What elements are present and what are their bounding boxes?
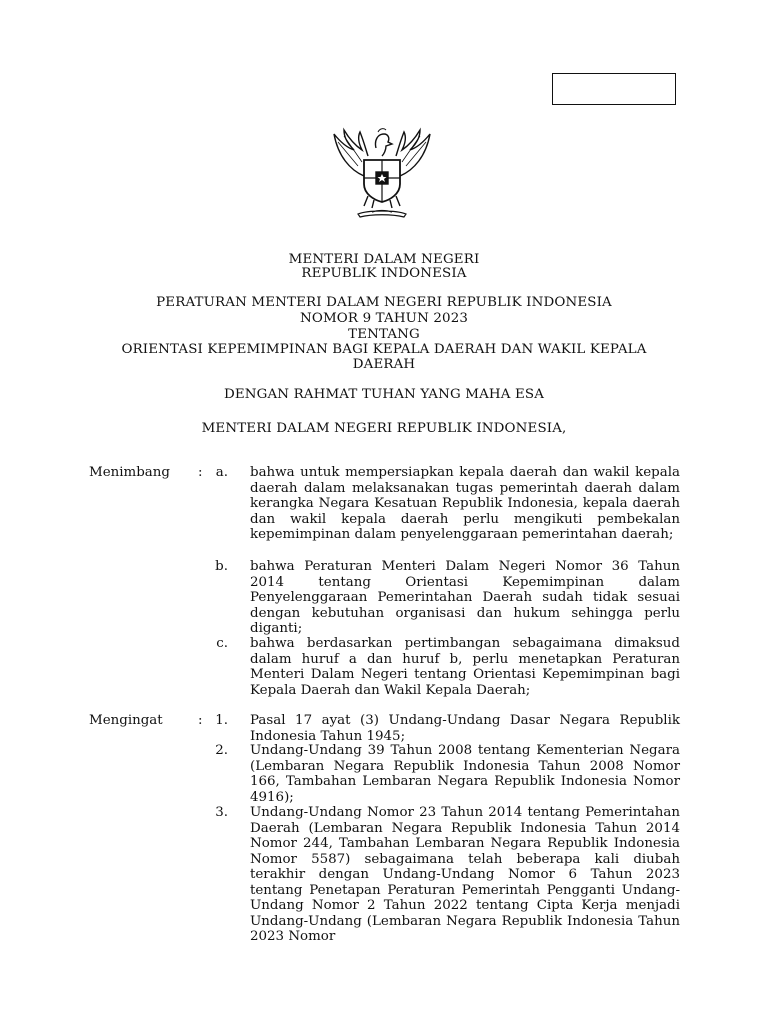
menimbang-item-b: bahwa Peraturan Menteri Dalam Negeri Nomor 36 Tahun 2014 tentang Orientasi Kepemimpinan dalam Penyelenggaraan Pemerintahan Daerah sudah tidak sesuai dengan kebutuhan organisasi dan hukum sehingga perlu diganti;: [250, 559, 680, 636]
subject-line-2: DAERAH: [352, 357, 416, 372]
blessing-heading: DENGAN RAHMAT TUHAN YANG MAHA ESA: [223, 387, 545, 402]
garuda-emblem-icon: [328, 126, 436, 218]
mengingat-colon: :: [198, 713, 203, 728]
mengingat-marker-2: 2.: [215, 743, 228, 758]
mengingat-marker-1: 1.: [215, 713, 228, 728]
menimbang-marker-b: b.: [215, 559, 228, 574]
menimbang-marker-a: a.: [215, 465, 228, 480]
issuer-heading: MENTERI DALAM NEGERI REPUBLIK INDONESIA,: [201, 421, 567, 436]
mengingat-item-3: Undang-Undang Nomor 23 Tahun 2014 tentang Pemerintahan Daerah (Lembaran Negara Republik Indonesia Tahun 2014 Nomor 244, Tambahan Lembaran Negara Republik Indonesia Nomor 5587) sebagaimana telah beberapa kali diubah terakhir dengan Undang-Undang Nomor 6 Tahun 2023 tentang Penetapan Peraturan Pemerintah Pengganti Undang-Undang Nomor 2 Tahun 2022 tentang Cipta Kerja menjadi Undang-Undang (Lembaran Negara Republik Indonesia Tahun 2023 Nomor: [250, 805, 680, 944]
mengingat-label: Mengingat: [89, 713, 163, 728]
mengingat-item-2: Undang-Undang 39 Tahun 2008 tentang Kementerian Negara (Lembaran Negara Republik Indonesia Tahun 2008 Nomor 166, Tambahan Lembaran Negara Republik Indonesia Nomor 4916);: [250, 743, 680, 805]
subject-line-1: ORIENTASI KEPEMIMPINAN BAGI KEPALA DAERAH DAN WAKIL KEPALA: [121, 342, 647, 357]
regulation-number: NOMOR 9 TAHUN 2023: [299, 311, 469, 326]
minister-heading: MENTERI DALAM NEGERI: [288, 252, 480, 267]
about-heading: TENTANG: [348, 327, 420, 342]
republic-heading: REPUBLIK INDONESIA: [301, 266, 467, 281]
menimbang-item-c: bahwa berdasarkan pertimbangan sebagaimana dimaksud dalam huruf a dan huruf b, perlu menetapkan Peraturan Menteri Dalam Negeri tentang Orientasi Kepemimpinan bagi Kepala Daerah dan Wakil Kepala Daerah;: [250, 636, 680, 698]
mengingat-item-1: Pasal 17 ayat (3) Undang-Undang Dasar Negara Republik Indonesia Tahun 1945;: [250, 713, 680, 744]
document-number-box: [552, 73, 676, 105]
menimbang-label: Menimbang: [89, 465, 170, 480]
regulation-title: PERATURAN MENTERI DALAM NEGERI REPUBLIK INDONESIA: [156, 295, 612, 310]
menimbang-colon: :: [198, 465, 203, 480]
mengingat-marker-3: 3.: [215, 805, 228, 820]
menimbang-marker-c: c.: [216, 636, 228, 651]
menimbang-item-a: bahwa untuk mempersiapkan kepala daerah dan wakil kepala daerah dalam melaksanakan tugas pemerintah daerah dalam kerangka Negara Kesatuan Republik Indonesia, kepala daerah dan wakil kepala daerah perlu mengikuti pembekalan kepemimpinan dalam penyelenggaraan pemerintahan daerah;: [250, 465, 680, 542]
